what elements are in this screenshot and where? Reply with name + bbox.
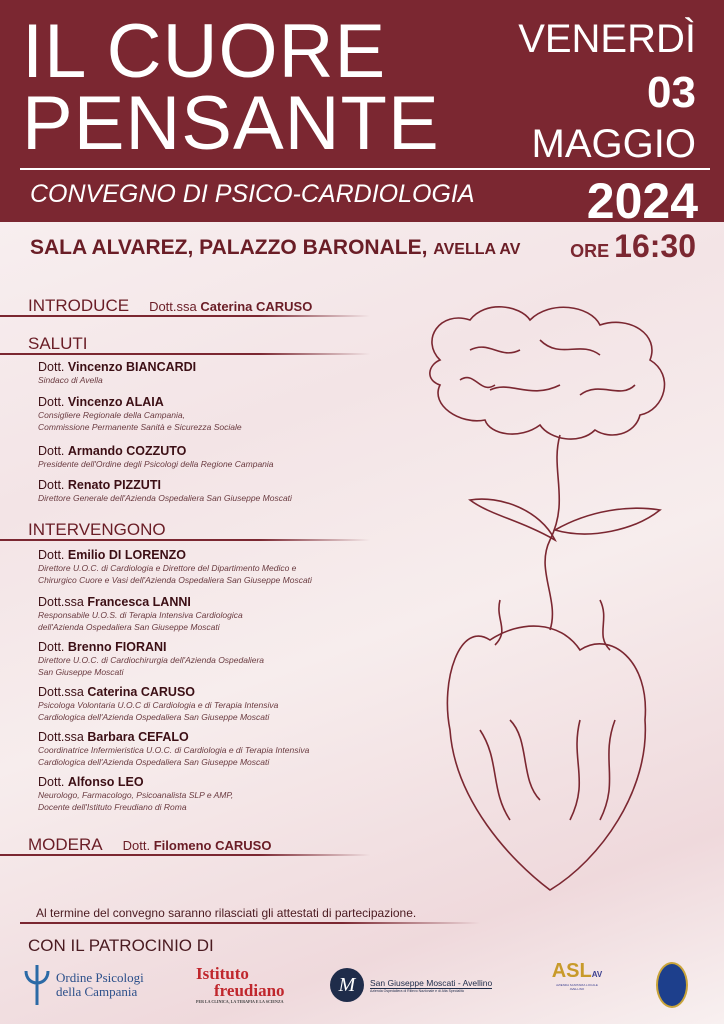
modera-person bbox=[123, 838, 272, 853]
speaker-alaia bbox=[38, 395, 368, 433]
person-name: Armando COZZUTO bbox=[67, 444, 187, 458]
title-line1: IL CUORE bbox=[22, 9, 387, 94]
event-date: 03 bbox=[647, 68, 696, 117]
person-role: Coordinatrice Infermieristica U.O.C. di Cardiologia e di Terapia Intensiva bbox=[38, 745, 310, 755]
introduce-label: INTRODUCE bbox=[28, 296, 130, 315]
speaker-cozzuto bbox=[38, 444, 368, 470]
venue-name: SALA ALVAREZ, PALAZZO BARONALE, bbox=[30, 236, 428, 259]
person-role: Psicologa Volontaria U.O.C di Cardiologia e di Terapia Intensiva bbox=[38, 700, 279, 710]
person-name: Vincenzo ALAIA bbox=[67, 395, 164, 409]
person-title: Dott.ssa bbox=[38, 685, 84, 699]
event-month: MAGGIO bbox=[531, 122, 696, 166]
person-role: Sindaco di Avella bbox=[38, 375, 103, 385]
person-role: Chirurgico Cuore e Vasi dell'Azienda Ospedaliera San Giuseppe Moscati bbox=[38, 575, 312, 585]
introduce-person bbox=[149, 299, 312, 314]
speaker-lanni bbox=[38, 595, 368, 633]
logo-text: ASL bbox=[551, 960, 592, 982]
person-title: Dott. bbox=[38, 478, 65, 492]
person-role: Cardiologica dell'Azienda Ospedaliera San Giuseppe Moscati bbox=[38, 757, 270, 767]
logo-text: AZIENDA SANITARIA LOCALE AVELLINO bbox=[556, 983, 598, 991]
crest-icon bbox=[656, 962, 688, 1008]
person-title: Dott.ssa bbox=[38, 595, 84, 609]
person-role: Direttore Generale dell'Azienda Ospedaliera San Giuseppe Moscati bbox=[38, 493, 292, 503]
time-value: 16:30 bbox=[614, 228, 696, 264]
leaf-right bbox=[555, 508, 660, 534]
time-label: ORE bbox=[570, 241, 610, 261]
person-title: Dott. bbox=[38, 395, 65, 409]
person-role: Direttore U.O.C. di Cardiochirurgia dell'Azienda Ospedaliera bbox=[38, 655, 265, 665]
person-title: Dott. bbox=[38, 360, 65, 374]
person-name: Vincenzo BIANCARDI bbox=[67, 360, 197, 374]
speaker-leo bbox=[38, 775, 368, 813]
logo-text: PER LA CLINICA, LA TERAPIA E LA SCIENZA bbox=[196, 999, 284, 1004]
person-name: Barbara CEFALO bbox=[87, 730, 189, 744]
speaker-di-lorenzo bbox=[38, 548, 368, 586]
title-line2: PENSANTE bbox=[22, 81, 440, 166]
introduce-section bbox=[28, 296, 312, 316]
speaker-pizzuti bbox=[38, 478, 368, 504]
subtitle: CONVEGNO DI PSICO-CARDIOLOGIA bbox=[30, 180, 475, 208]
event-day: VENERDÌ bbox=[518, 17, 696, 61]
heart-brain-illustration bbox=[400, 300, 700, 920]
person-title: Dott. bbox=[38, 775, 65, 789]
person-title: Dott. bbox=[38, 548, 65, 562]
speaker-fiorani bbox=[38, 640, 368, 678]
venue bbox=[30, 236, 520, 260]
person-name: Caterina CARUSO bbox=[200, 299, 313, 314]
person-name: Alfonso LEO bbox=[67, 775, 144, 789]
saluti-rule bbox=[0, 353, 370, 355]
venue-city: AVELLA AV bbox=[433, 241, 521, 258]
event-time bbox=[570, 228, 696, 265]
modera-section bbox=[28, 835, 271, 855]
intervengono-rule bbox=[0, 539, 370, 541]
stem bbox=[545, 435, 560, 630]
leaf-left bbox=[470, 499, 555, 540]
person-role: Consigliere Regionale della Campania, bbox=[38, 410, 185, 420]
saluti-heading: SALUTI bbox=[28, 334, 88, 353]
moscati-emblem-icon: M bbox=[330, 968, 364, 1002]
note-rule bbox=[20, 922, 480, 924]
person-title: Dott. bbox=[38, 640, 65, 654]
header-divider bbox=[20, 168, 710, 170]
heart-outline bbox=[447, 626, 645, 890]
person-name: Renato PIZZUTI bbox=[67, 478, 161, 492]
patronage-heading: CON IL PATROCINIO DI bbox=[28, 936, 214, 955]
person-title: Dott. bbox=[122, 838, 151, 853]
introduce-rule bbox=[0, 315, 370, 317]
logo-asl-avellino bbox=[552, 960, 602, 1010]
person-role: Neurologo, Farmacologo, Psicoanalista SLP e AMP, bbox=[38, 790, 234, 800]
logo-text: AV bbox=[591, 970, 603, 979]
event-year: 2024 bbox=[586, 173, 698, 229]
person-role: dell'Azienda Ospedaliera San Giuseppe Moscati bbox=[38, 622, 220, 632]
person-title: Dott.ssa bbox=[149, 299, 197, 314]
person-role: Docente dell'Istituto Freudiano di Roma bbox=[38, 802, 187, 812]
person-name: Emilio DI LORENZO bbox=[67, 548, 186, 562]
person-role: Commissione Permanente Sanità e Sicurezza Sociale bbox=[38, 422, 242, 432]
person-role: Presidente dell'Ordine degli Psicologi della Regione Campania bbox=[38, 459, 274, 469]
person-role: Cardiologica dell'Azienda Ospedaliera San Giuseppe Moscati bbox=[38, 712, 270, 722]
logo-text: San Giuseppe Moscati - Avellino bbox=[370, 977, 493, 988]
logo-istituto-freudiano bbox=[196, 960, 285, 1010]
person-role: Direttore U.O.C. di Cardiologia e Direttore del Dipartimento Medico e bbox=[38, 563, 297, 573]
psi-icon bbox=[22, 963, 52, 1007]
logo-text: Istituto bbox=[196, 964, 249, 983]
person-name: Filomeno CARUSO bbox=[153, 838, 272, 853]
brain-outline bbox=[430, 307, 665, 439]
intervengono-heading: INTERVENGONO bbox=[28, 520, 166, 539]
certificate-note: Al termine del convegno saranno rilasciati gli attestati di partecipazione. bbox=[36, 906, 417, 920]
person-role: San Giuseppe Moscati bbox=[38, 667, 124, 677]
logo-avella-crest bbox=[656, 960, 688, 1010]
speaker-cefalo bbox=[38, 730, 368, 768]
header-band bbox=[0, 0, 724, 229]
speaker-caruso bbox=[38, 685, 368, 723]
logo-text: della Campania bbox=[56, 984, 138, 999]
logo-text: Azienda Ospedaliera di Rilievo Nazionale e di Alta Specialità bbox=[370, 988, 464, 993]
speaker-biancardi bbox=[38, 360, 368, 386]
person-name: Caterina CARUSO bbox=[87, 685, 196, 699]
person-role: Responsabile U.O.S. di Terapia Intensiva Cardiologica bbox=[38, 610, 243, 620]
modera-label: MODERA bbox=[28, 835, 103, 854]
logo-ordine-psicologi bbox=[22, 960, 144, 1010]
person-title: Dott. bbox=[38, 444, 65, 458]
person-name: Francesca LANNI bbox=[87, 595, 191, 609]
person-name: Brenno FIORANI bbox=[67, 640, 167, 654]
logo-moscati bbox=[330, 960, 492, 1010]
person-title: Dott.ssa bbox=[38, 730, 84, 744]
logo-text: freudiano bbox=[214, 981, 285, 1000]
modera-rule bbox=[0, 854, 370, 856]
logo-text: Ordine Psicologi bbox=[56, 970, 144, 985]
